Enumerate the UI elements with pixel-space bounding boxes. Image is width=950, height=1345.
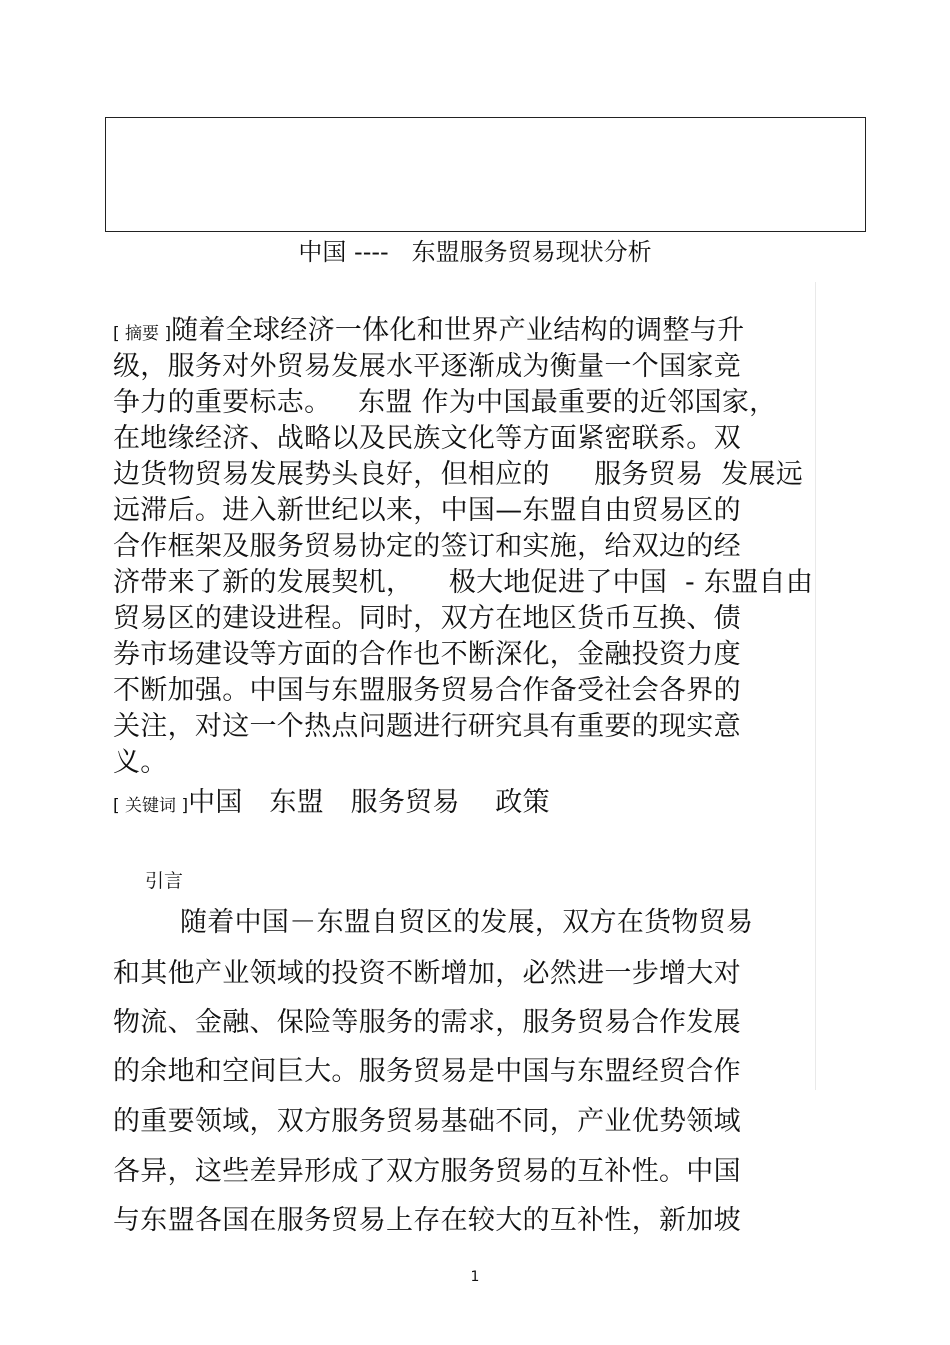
document-title: 中国 ---- 东盟服务贸易现状分析 (298, 238, 652, 266)
intro-line-4: 的余地和空间巨大。服务贸易是中国与东盟经贸合作 (113, 1056, 741, 1087)
abstract-line-13: 义。 (113, 747, 168, 778)
abstract-line-7: 合作框架及服务贸易协定的签订和实施，给双边的经 (113, 531, 741, 562)
abstract-tag: [ 摘要 ] (113, 324, 172, 344)
intro-heading: 引言 (145, 870, 184, 892)
abstract-line-3: 争力的重要标志。 东盟 作为中国最重要的近邻国家， (113, 387, 777, 418)
intro-line-1: 随着中国－东盟自贸区的发展，双方在货物贸易 (180, 907, 754, 938)
page-number: 1 (470, 1269, 480, 1285)
abstract-line-5: 边货物贸易发展势头良好，但相应的 服务贸易 发展远 (113, 459, 804, 490)
intro-line-3: 物流、金融、保险等服务的需求，服务贸易合作发展 (113, 1007, 741, 1038)
abstract-line-1 (113, 313, 744, 352)
abstract-line-2: 级，服务对外贸易发展水平逐渐成为衡量一个国家竞 (113, 351, 741, 382)
abstract-line-4: 在地缘经济、战略以及民族文化等方面紧密联系。双 (113, 423, 741, 454)
keywords-text: 中国 东盟 服务贸易 政策 (188, 787, 550, 818)
abstract-text: 随着全球经济一体化和世界产业结构的调整与升 (171, 315, 745, 346)
intro-line-7: 与东盟各国在服务贸易上存在较大的互补性，新加坡 (113, 1205, 741, 1236)
scan-edge-line (815, 282, 816, 1090)
keywords-line (113, 785, 550, 824)
intro-line-6: 各异，这些差异形成了双方服务贸易的互补性。中国 (113, 1156, 741, 1187)
abstract-line-11: 不断加强。中国与东盟服务贸易合作备受社会各界的 (113, 675, 741, 706)
abstract-line-10: 券市场建设等方面的合作也不断深化，金融投资力度 (113, 639, 741, 670)
abstract-line-12: 关注，对这一个热点问题进行研究具有重要的现实意 (113, 711, 741, 742)
intro-line-2: 和其他产业领域的投资不断增加，必然进一步增大对 (113, 958, 741, 989)
intro-line-5: 的重要领域，双方服务贸易基础不同，产业优势领域 (113, 1106, 741, 1137)
abstract-line-6: 远滞后。进入新世纪以来，中国—东盟自由贸易区的 (113, 495, 741, 526)
abstract-line-8: 济带来了新的发展契机， 极大地促进了中国 - 东盟自由 (113, 567, 814, 598)
keywords-tag: [ 关键词 ] (113, 796, 189, 816)
abstract-line-9: 贸易区的建设进程。同时，双方在地区货币互换、债 (113, 603, 741, 634)
header-frame-box (105, 117, 866, 232)
